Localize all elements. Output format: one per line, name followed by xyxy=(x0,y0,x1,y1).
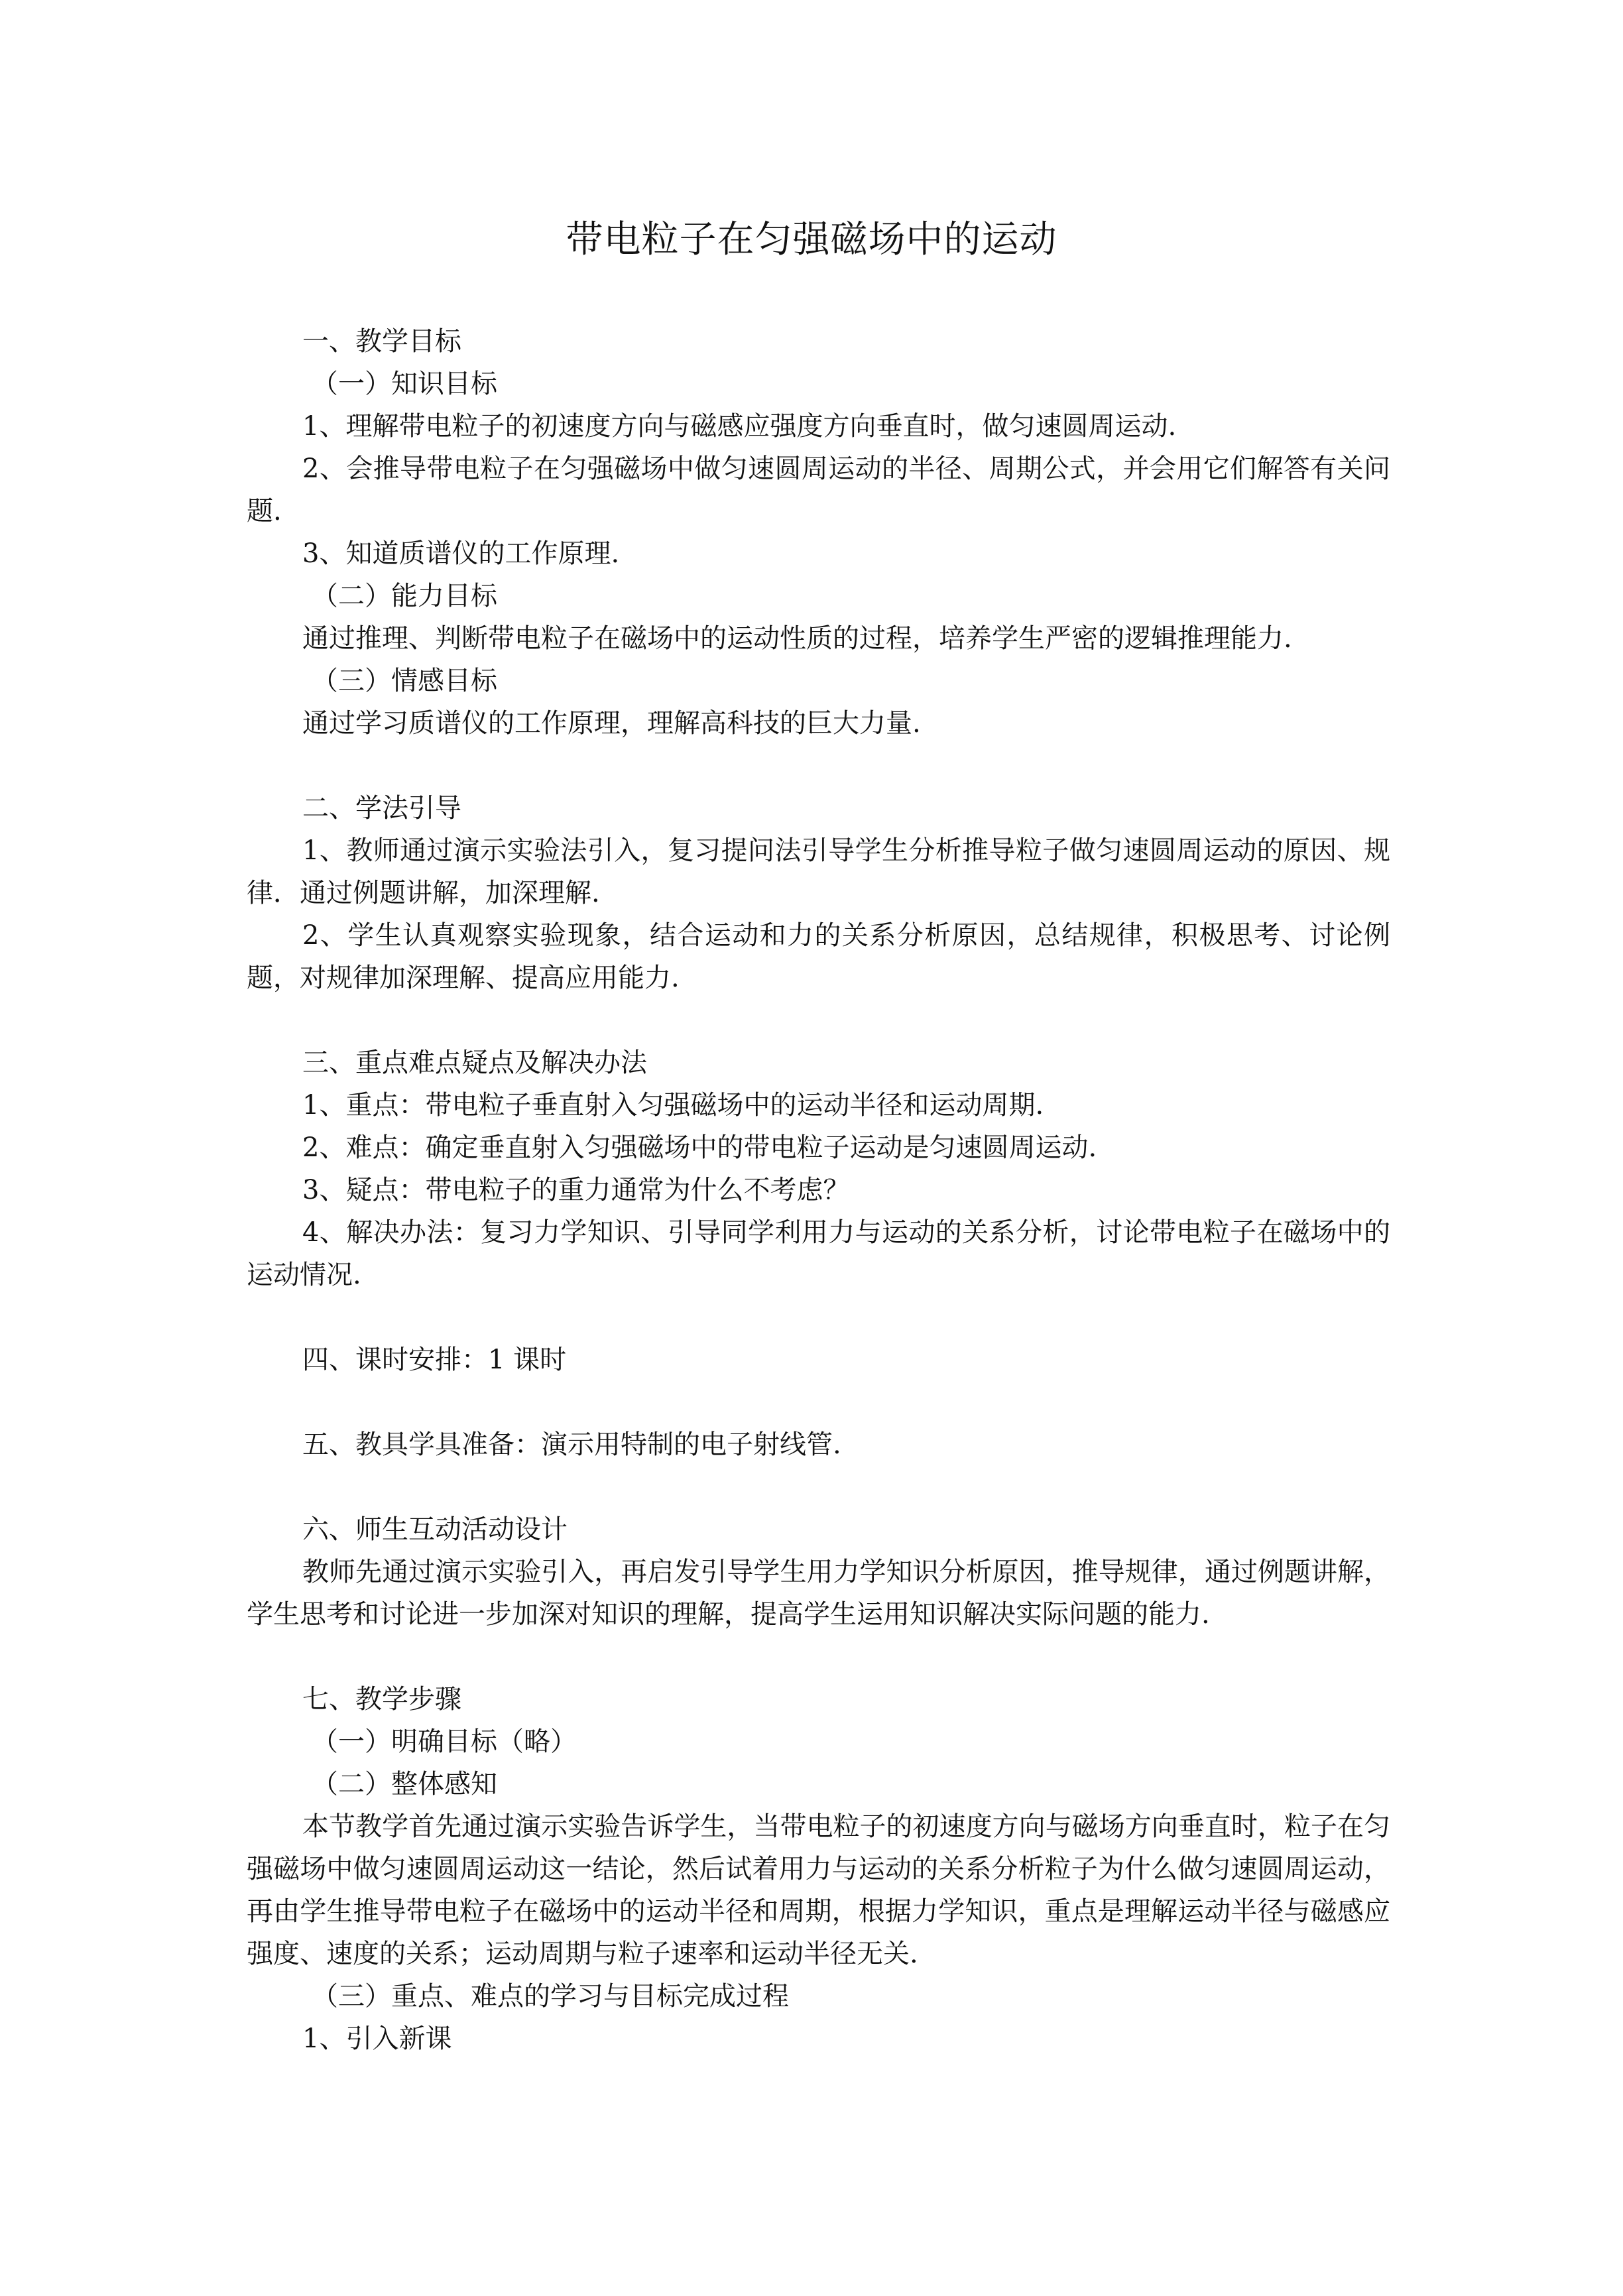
subsection-heading: （二）整体感知 xyxy=(312,1769,497,1799)
subsection-heading: （三）重点、难点的学习与目标完成过程 xyxy=(312,1981,789,2012)
paragraph: 1、理解带电粒子的初速度方向与磁感应强度方向垂直时，做匀速圆周运动. xyxy=(302,411,1177,442)
paragraph: 通过学习质谱仪的工作原理，理解高科技的巨大力量. xyxy=(302,708,921,739)
section-heading: 四、课时安排：1 课时 xyxy=(302,1345,567,1375)
paragraph: 3、疑点：带电粒子的重力通常为什么不考虑？ xyxy=(302,1175,850,1205)
paragraph: 1、引入新课 xyxy=(302,2024,452,2054)
section-spacer xyxy=(247,1466,1390,1508)
subsection-heading: （一）知识目标 xyxy=(312,369,497,399)
section-spacer xyxy=(247,1296,1390,1339)
section-heading: 二、学法引导 xyxy=(302,793,461,823)
section-spacer xyxy=(247,1636,1390,1678)
paragraph: 通过推理、判断带电粒子在磁场中的运动性质的过程，培养学生严密的逻辑推理能力. xyxy=(302,623,1292,654)
paragraph: 2、会推导带电粒子在匀强磁场中做匀速圆周运动的半径、周期公式，并会用它们解答有关问题. xyxy=(247,453,1390,526)
section-spacer xyxy=(247,745,1390,787)
paragraph: 1、重点：带电粒子垂直射入匀强磁场中的运动半径和运动周期. xyxy=(302,1090,1044,1120)
paragraph: 本节教学首先通过演示实验告诉学生，当带电粒子的初速度方向与磁场方向垂直时，粒子在匀强磁场中做匀速圆周运动这一结论，然后试着用力与运动的关系分析粒子为什么做匀速圆周运动，再由学生推导带电粒子在磁场中的运动半径和周期，根据力学知识，重点是理解运动半径与磁感应强度、速度的关系；运动周期与粒子速率和运动半径无关. xyxy=(247,1811,1390,1969)
section-heading: 六、师生互动活动设计 xyxy=(302,1514,568,1545)
paragraph: 3、知道质谱仪的工作原理. xyxy=(302,538,620,569)
section-heading: 一、教学目标 xyxy=(302,326,461,357)
document-body xyxy=(247,320,1390,2060)
section-spacer xyxy=(247,999,1390,1042)
subsection-heading: （二）能力目标 xyxy=(312,581,497,611)
paragraph: 2、难点：确定垂直射入匀强磁场中的带电粒子运动是匀速圆周运动. xyxy=(302,1132,1097,1163)
section-heading: 五、教具学具准备：演示用特制的电子射线管. xyxy=(302,1429,841,1460)
section-heading: 三、重点难点疑点及解决办法 xyxy=(302,1048,647,1078)
subsection-heading: （三）情感目标 xyxy=(312,666,497,696)
paragraph: 教师先通过演示实验引入，再启发引导学生用力学知识分析原因，推导规律，通过例题讲解，学生思考和讨论进一步加深对知识的理解，提高学生运用知识解决实际问题的能力. xyxy=(247,1557,1390,1630)
paragraph: 4、解决办法：复习力学知识、引导同学利用力与运动的关系分析，讨论带电粒子在磁场中的运动情况. xyxy=(247,1217,1390,1290)
paragraph: 1、教师通过演示实验法引入，复习提问法引导学生分析推导粒子做匀速圆周运动的原因、规律．通过例题讲解，加深理解. xyxy=(247,835,1390,908)
subsection-heading: （一）明确目标（略） xyxy=(312,1726,577,1757)
section-heading: 七、教学步骤 xyxy=(302,1684,461,1715)
document-title: 带电粒子在匀强磁场中的运动 xyxy=(566,218,1057,261)
section-spacer xyxy=(247,1381,1390,1423)
paragraph: 2、学生认真观察实验现象，结合运动和力的关系分析原因，总结规律，积极思考、讨论例题，对规律加深理解、提高应用能力. xyxy=(247,920,1390,993)
